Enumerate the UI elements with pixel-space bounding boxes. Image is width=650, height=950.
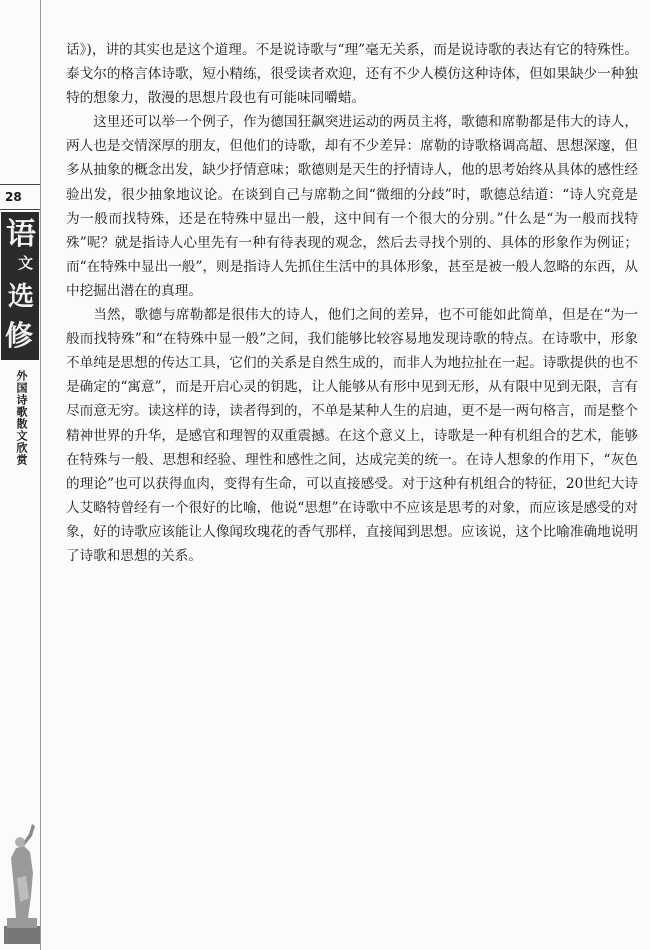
series-logo <box>1 212 39 360</box>
main-text <box>66 38 638 568</box>
logo-char-2: 文 <box>18 254 34 272</box>
logo-char-3: 选 <box>8 282 35 312</box>
book-subtitle: 外国诗歌散文欣赏 <box>15 370 28 466</box>
logo-char-4: 修 <box>5 319 34 352</box>
paragraph-3: 当然，歌德与席勒都是很伟大的诗人，他们之间的差异，也不可能如此简单，但是在“为一般而找特殊”和“在特殊中显一般”之间，我们能够比较容易地发现诗歌的特点。在诗歌中，形象不单纯是思想的传达工具，它们的关系是自然生成的，而非人为地拉扯在一起。诗歌提供的也不是确定的“寓意”，而是开启心灵的钥匙，让人能够从有形中见到无形，从有限中见到无限，言有尽而意无穷。读这样的诗，读者得到的，不单是某种人生的启迪，更不是一两句格言，而是整个精神世界的升华，是感官和理智的双重震撼。在这个意义上，诗歌是一种有机组合的艺术，能够在特殊与一般、思想和经验、理性和感性之间，达成完美的统一。在诗人想象的作用下，“灰色的理论”也可以获得血肉，变得有生命，可以直接感受。对于这种有机组合的特征，20世纪大诗人艾略特曾经有一个很好的比喻，他说“思想”在诗歌中不应该是思考的对象，而应该是感受的对象，好的诗歌应该能让人像闻玫瑰花的香气那样，直接闻到思想。应该说，这个比喻准确地说明了诗歌和思想的关系。 <box>66 307 638 564</box>
logo-char-1: 语 <box>6 217 36 252</box>
statue-icon <box>2 818 42 944</box>
margin-rule <box>40 0 41 950</box>
paragraph-2: 这里还可以举一个例子，作为德国狂飙突进运动的两员主将，歌德和席勒都是伟大的诗人，两人也是交情深厚的朋友，但他们的诗歌，却有不少差异：席勒的诗歌格调高超、思想深邃，但多从抽象的概念出发，缺少抒情意味；歌德则是天生的抒情诗人，他的思考始终从具体的感性经验出发，很少抽象地议论。在谈到自己与席勒之间“微细的分歧”时，歌德总结道：“诗人究竟是为一般而找特殊，还是在特殊中显出一般，这中间有一个很大的分别。”什么是“为一般而找特殊”呢？就是指诗人心里先有一种有待表现的观念，然后去寻找个别的、具体的形象作为例证；而“在特殊中显出一般”，则是指诗人先抓住生活中的具体形象，甚至是被一般人忽略的东西，从中挖掘出潜在的真理。 <box>66 114 638 299</box>
paragraph-1: 话》)，讲的其实也是这个道理。不是说诗歌与“理”毫无关系，而是说诗歌的表达有它的特殊性。泰戈尔的格言体诗歌，短小精练，很受读者欢迎，还有不少人模仿这种诗体，但如果缺少一种独特的想象力，散漫的思想片段也有可能味同嚼蜡。 <box>66 42 638 107</box>
page-number: 28 <box>0 184 40 210</box>
